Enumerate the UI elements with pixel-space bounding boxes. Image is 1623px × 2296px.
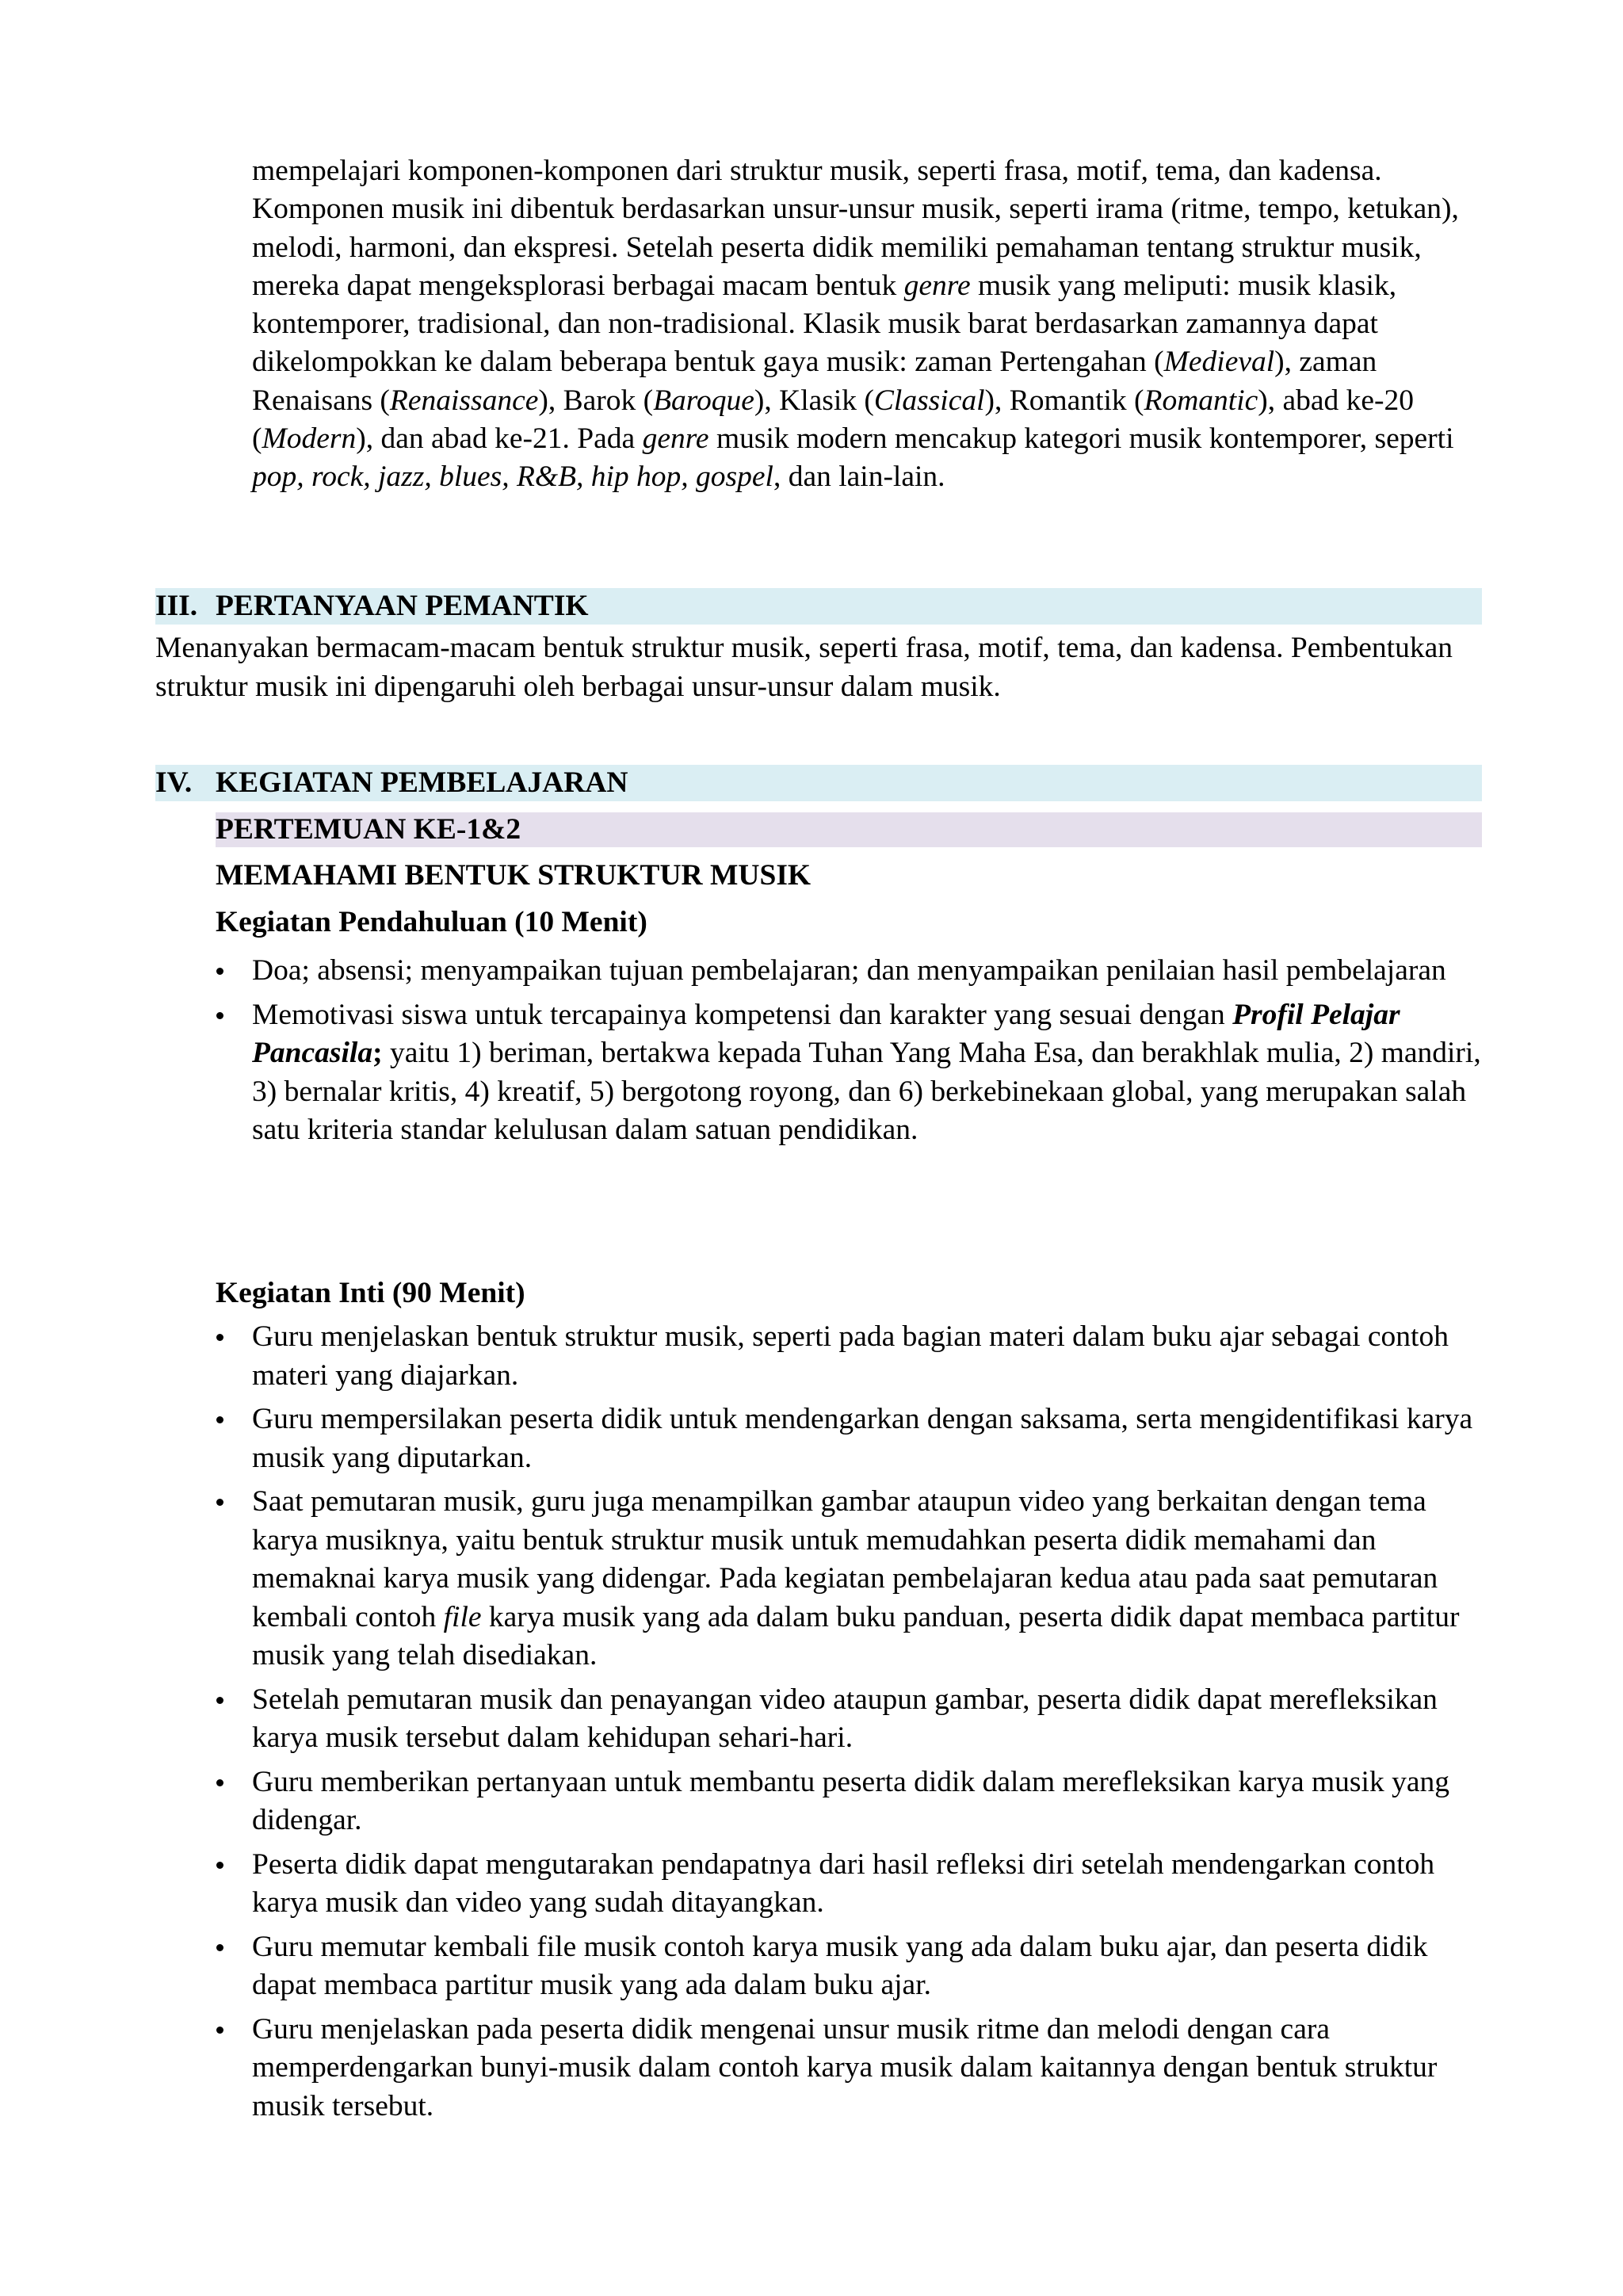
section-4-title: KEGIATAN PEMBELAJARAN xyxy=(216,766,628,799)
intro-text-5: ), Barok ( xyxy=(538,384,654,417)
bullet-icon xyxy=(216,1012,223,1019)
core3-text-c: karya musik yang ada dalam buku panduan, peserta didik dapat membaca partitur musik yang telah disediakan. xyxy=(252,1600,1460,1671)
intro-text-4: ), zaman Renaisans ( xyxy=(252,346,1377,417)
intro-text-6: ), Klasik ( xyxy=(754,384,874,417)
list-item xyxy=(216,1318,1484,1395)
intro-text-7: ), Romantik ( xyxy=(984,384,1144,417)
topic-heading: MEMAHAMI BENTUK STRUKTUR MUSIK xyxy=(216,859,812,892)
section-4-number: IV. xyxy=(155,766,193,799)
list-item xyxy=(216,952,1484,991)
bullet-icon xyxy=(216,1499,223,1506)
list-item xyxy=(216,1400,1484,1477)
intro-activity-heading: Kegiatan Pendahuluan (10 Menit) xyxy=(216,906,647,938)
bullet-icon xyxy=(216,1779,223,1786)
section-4-header xyxy=(155,765,1482,801)
list-item-text: Peserta didik dapat mengutarakan pendapatnya dari hasil refleksi diri setelah mendengarkan contoh karya musik dan video yang sudah ditayangkan. xyxy=(252,1847,1435,1919)
bullet-icon xyxy=(216,968,223,975)
bullet-icon xyxy=(216,1944,223,1951)
core3-text-a: Saat pemutaran musik, guru juga menampilkan gambar ataupun video yang berkaitan dengan tema karya musiknya, yaitu bentuk struktur musik untuk memudahkan peserta didik memahami dan memaknai karya musik yang didengar. Pada kegiatan pembelajaran kedua atau pada saat pemutaran kembali contoh xyxy=(252,1485,1438,1633)
motivasi-text-a: Memotivasi siswa untuk tercapainya kompetensi dan karakter yang sesuai dengan xyxy=(252,998,1233,1031)
meeting-header: PERTEMUAN KE-1&2 xyxy=(216,812,1482,847)
music-styles-italic: pop, rock, jazz, blues, R&B, hip hop, gospel xyxy=(252,460,773,494)
section-3-number: III. xyxy=(155,590,198,622)
list-item xyxy=(216,1681,1484,1758)
list-item-text: Guru menjelaskan bentuk struktur musik, seperti pada bagian materi dalam buku ajar sebagai contoh materi yang diajarkan. xyxy=(252,1320,1449,1392)
list-item xyxy=(216,1846,1484,1923)
core-activity-list xyxy=(216,1318,1484,2131)
motivasi-semicolon: ; xyxy=(372,1037,383,1069)
bullet-icon xyxy=(216,1416,223,1423)
classical-italic: Classical xyxy=(873,384,985,417)
intro-text-8: ), abad ke-20 ( xyxy=(252,384,1415,456)
list-item-text xyxy=(252,996,1484,1150)
list-item-text: Setelah pemutaran musik dan penayangan video ataupun gambar, peserta didik dapat merefleksikan karya musik tersebut dalam kehidupan sehari-hari. xyxy=(252,1683,1438,1754)
renaissance-italic: Renaissance xyxy=(389,384,539,417)
medieval-italic: Medieval xyxy=(1163,346,1275,379)
intro-text-11: , dan lain-lain. xyxy=(773,460,945,494)
core-activity-heading: Kegiatan Inti (90 Menit) xyxy=(216,1277,525,1309)
bullet-icon xyxy=(216,1334,223,1341)
list-item-text xyxy=(252,1483,1484,1675)
list-item-text: Guru mempersilakan peserta didik untuk mendengarkan dengan saksama, serta mengidentifikasi karya musik yang diputarkan. xyxy=(252,1403,1473,1474)
intro-text-1: mempelajari komponen-komponen dari struktur musik, seperti frasa, motif, tema, dan kadensa. Komponen musik ini dibentuk berdasarkan unsur-unsur musik, seperti irama (ritme, tempo, ketukan), melodi, harmoni, dan ekspresi. Setelah peserta didik memiliki pemahaman tentang struktur musik, mereka dapat mengeksplorasi berbagai macam bentuk xyxy=(252,155,1459,302)
section-3-header xyxy=(155,588,1482,625)
intro-paragraph xyxy=(252,152,1488,497)
list-item-text: Guru memutar kembali file musik contoh karya musik yang ada dalam buku ajar, dan peserta didik dapat membaca partitur musik yang ada dalam buku ajar. xyxy=(252,1930,1428,2001)
bullet-icon xyxy=(216,1697,223,1704)
genre-italic: genre xyxy=(903,269,971,302)
list-item-text: Guru menjelaskan pada peserta didik mengenai unsur musik ritme dan melodi dengan cara memperdengarkan bunyi-musik dalam contoh karya musik dalam kaitannya dengan bentuk struktur musik tersebut. xyxy=(252,2012,1438,2122)
list-item xyxy=(216,1483,1484,1675)
list-item-text: Guru memberikan pertanyaan untuk membantu peserta didik dalam merefleksikan karya musik yang didengar. xyxy=(252,1765,1449,1836)
bullet-icon xyxy=(216,1862,223,1869)
baroque-italic: Baroque xyxy=(653,384,754,417)
profil-pelajar-pancasila: Profil Pelajar Pancasila xyxy=(252,998,1400,1069)
intro-text-3: musik yang meliputi: musik klasik, kontemporer, tradisional, dan non-tradisional. Klasik musik barat berdasarkan zamannya dapat dikelompokkan ke dalam beberapa bentuk gaya musik: zaman Pertengahan ( xyxy=(252,269,1397,379)
intro-text xyxy=(252,152,1488,497)
motivasi-text-d: yaitu 1) beriman, bertakwa kepada Tuhan Yang Maha Esa, dan berakhlak mulia, 2) mandiri, 3) bernalar kritis, 4) kreatif, 5) bergotong royong, dan 6) berkebinekaan global, yang merupakan salah satu kriteria standar kelulusan dalam satuan pendidikan. xyxy=(252,1037,1481,1146)
romantic-italic: Romantic xyxy=(1144,384,1258,417)
intro-activity-list xyxy=(216,952,1484,1156)
list-item xyxy=(216,1928,1484,2005)
intro-text-10: musik modern mencakup kategori musik kontemporer, seperti xyxy=(708,422,1454,456)
bullet-icon xyxy=(216,2027,223,2034)
list-item xyxy=(216,996,1484,1150)
genre-italic-2: genre xyxy=(642,422,709,456)
section-3-title: PERTANYAAN PEMANTIK xyxy=(216,590,589,622)
list-item-text: Doa; absensi; menyampaikan tujuan pembelajaran; dan menyampaikan penilaian hasil pembelajaran xyxy=(252,954,1446,987)
intro-text-9: ), dan abad ke-21. Pada xyxy=(356,422,643,456)
modern-italic: Modern xyxy=(262,422,357,456)
list-item xyxy=(216,2011,1484,2126)
section-3-body: Menanyakan bermacam-macam bentuk struktur musik, seperti frasa, motif, tema, dan kadensa. Pembentukan struktur musik ini dipengaruhi oleh berbagai unsur-unsur dalam musik. xyxy=(155,632,1453,703)
file-italic: file xyxy=(443,1600,482,1633)
list-item xyxy=(216,1763,1484,1840)
